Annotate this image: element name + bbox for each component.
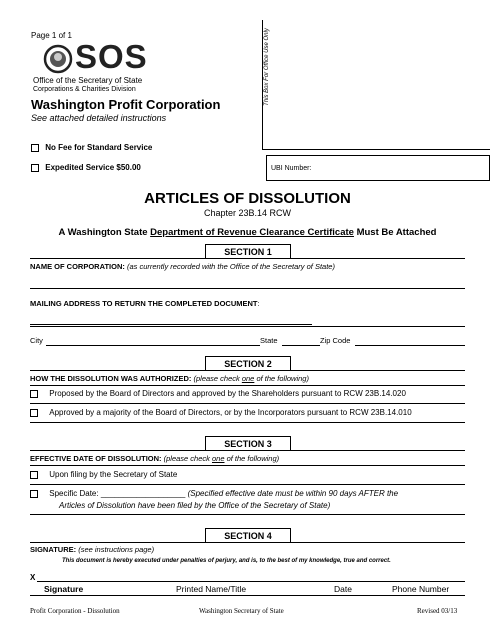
section3-option-2-label: Specific Date:	[49, 489, 101, 498]
state-label: State	[260, 336, 278, 345]
fee-standard-checkbox[interactable]	[31, 144, 39, 152]
state-field[interactable]	[282, 345, 320, 346]
mailing-label-row	[30, 299, 260, 308]
name-label: NAME OF CORPORATION:	[30, 262, 125, 271]
section3-option-2-checkbox[interactable]	[30, 490, 38, 498]
date-col: Date	[334, 584, 352, 594]
section3-divider-a	[30, 465, 465, 466]
section3-option-2-note: (Specified effective date must be within 90 days AFTER the	[187, 489, 399, 498]
name-field[interactable]	[30, 288, 465, 289]
section2-heading: SECTION 2	[205, 356, 291, 370]
section3-option-1-label: Upon filing by the Secretary of State	[49, 470, 178, 479]
ubi-box[interactable]	[266, 155, 490, 181]
logo-line1: Office of the Secretary of State	[33, 76, 143, 85]
section3-top	[30, 450, 465, 451]
signature-field[interactable]	[37, 581, 465, 582]
section3-note: (please check one of the following)	[163, 454, 280, 463]
fee-expedited-label: Expedited Service $50.00	[45, 163, 141, 172]
section3-label-row	[30, 454, 279, 463]
mailing-colon: :	[257, 299, 260, 308]
clearance-pre: A Washington State	[58, 227, 151, 238]
fee-expedited-checkbox[interactable]	[31, 164, 39, 172]
logo-line2: Corporations & Charities Division	[33, 86, 136, 93]
section3-bottom	[30, 514, 465, 515]
footer-center: Washington Secretary of State	[199, 607, 284, 615]
city-label: City	[30, 336, 43, 345]
name-label-row	[30, 262, 335, 271]
section2-top	[30, 370, 465, 371]
page-label: Page 1 of 1	[31, 31, 72, 40]
section2-option-2-label: Approved by a majority of the Board of Directors, or by the Incorporators pursuant to RCW 23B.14.010	[49, 408, 412, 417]
section2-option-2[interactable]	[30, 408, 412, 417]
doc-title: ARTICLES OF DISSOLUTION	[144, 190, 351, 207]
section3-heading: SECTION 3	[205, 436, 291, 450]
printed-name-col: Printed Name/Title	[176, 584, 247, 594]
section2-divider-b	[30, 403, 465, 404]
phone-col: Phone Number	[392, 584, 450, 594]
mailing-label: MAILING ADDRESS TO RETURN THE COMPLETED DOCUMENT	[30, 299, 258, 308]
clearance-link: Department of Revenue Clearance Certificate	[150, 227, 354, 238]
footer-left: Profit Corporation - Dissolution	[30, 607, 120, 615]
office-use-box	[262, 20, 490, 150]
section2-option-1-checkbox[interactable]	[30, 390, 38, 398]
section3-option-1[interactable]	[30, 470, 177, 479]
section4-bottom	[30, 595, 465, 596]
section4-heading: SECTION 4	[205, 528, 291, 542]
section3-label: EFFECTIVE DATE OF DISSOLUTION:	[30, 454, 162, 463]
section1-top	[30, 258, 465, 259]
section2-option-1-label: Proposed by the Board of Directors and approved by the Shareholders pursuant to RCW 23B.14.020	[49, 389, 406, 398]
corp-title: Washington Profit Corporation	[31, 97, 221, 112]
clearance-post: Must Be Attached	[353, 227, 437, 238]
section2-note: (please check one of the following)	[193, 374, 309, 383]
zip-label: Zip Code	[320, 336, 351, 345]
section2-divider-a	[30, 385, 465, 386]
section3-option-1-checkbox[interactable]	[30, 471, 38, 479]
section4-label-row	[30, 545, 154, 554]
sos-logo	[31, 38, 191, 93]
clearance-note	[0, 227, 495, 238]
section1-heading: SECTION 1	[205, 244, 291, 258]
footer-right: Revised 03/13	[417, 607, 458, 615]
name-note: (as currently recorded with the Office of the Secretary of State)	[126, 262, 335, 271]
specific-date-field[interactable]: ___________________	[100, 489, 186, 498]
section2-option-2-checkbox[interactable]	[30, 409, 38, 417]
section3-option-2-note2: Articles of Dissolution have been filed by the Office of the Secretary of State)	[59, 501, 331, 510]
fee-standard[interactable]	[31, 143, 152, 152]
perjury-statement: This document is hereby executed under penalties of perjury, and is, to the best of my knowledge, true and correct.	[62, 558, 391, 564]
signature-col: Signature	[44, 584, 84, 594]
chapter: Chapter 23B.14 RCW	[203, 208, 292, 218]
ubi-label: UBI Number:	[271, 165, 312, 172]
section2-option-1[interactable]	[30, 389, 406, 398]
signature-x: X	[30, 573, 36, 582]
office-use-label: This Box For Office Use Only	[264, 28, 270, 106]
fee-standard-label: No Fee for Standard Service	[45, 143, 153, 152]
section2-bottom	[30, 422, 465, 423]
section3-divider-b	[30, 484, 465, 485]
zip-field[interactable]	[355, 345, 465, 346]
section4-note: (see instructions page)	[78, 545, 155, 554]
section2-label: HOW THE DISSOLUTION WAS AUTHORIZED:	[30, 374, 192, 383]
instructions-note: See attached detailed instructions	[31, 113, 167, 123]
mailing-field-1b[interactable]	[30, 326, 465, 327]
mailing-field-1[interactable]	[30, 324, 312, 325]
section3-option-2[interactable]	[30, 489, 470, 498]
fee-expedited[interactable]	[31, 163, 141, 172]
section4-top	[30, 542, 465, 543]
section4-label: SIGNATURE:	[30, 545, 77, 554]
section2-label-row	[30, 374, 309, 383]
logo-text: SOS	[75, 38, 148, 75]
city-field[interactable]	[46, 345, 260, 346]
state-seal-icon	[43, 44, 73, 74]
